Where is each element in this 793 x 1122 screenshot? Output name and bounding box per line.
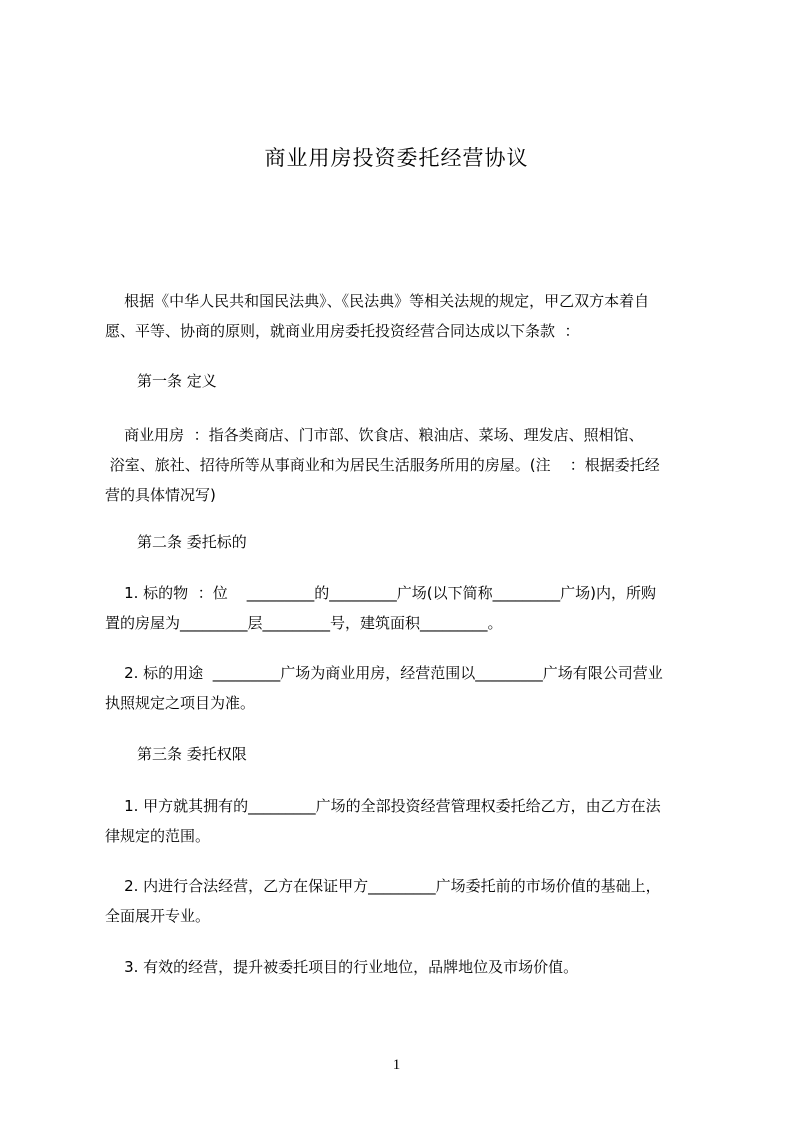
article-3-item-3 <box>105 952 709 982</box>
article-3-item-1-line-2: 律规定的范围。 <box>105 827 211 845</box>
article-1-line-1: 商业用房 ：指各类商店、门市部、饮食店、粮油店、菜场、理发店、照相馆、 <box>105 426 644 444</box>
article-2-item-2-line-2: 执照规定之项目为准。 <box>105 694 256 712</box>
article-3-item-1-line-1: 1. 甲方就其拥有的_________广场的全部投资经营管理权委托给乙方，由乙方在法 <box>105 797 661 815</box>
article-1-line-3: 营的具体情况写) <box>105 486 216 504</box>
intro-line-2: 愿、平等、协商的原则，就商业用房委托投资经营合同达成以下条款 ： <box>105 322 580 340</box>
document-title: 商业用房投资委托经营协议 <box>264 146 529 170</box>
article-2-item-2-line-1: 2. 标的用途 _________广场为商业用房，经营范围以_________广场有限公司营业 <box>105 664 663 682</box>
article-3-item-1 <box>105 791 709 851</box>
article-1-line-2: 浴室、旅社、招待所等从事商业和为居民生活服务所用的房屋。(注 ：根据委托经 <box>105 456 660 474</box>
article-2-heading: 第二条 委托标的 <box>137 533 247 551</box>
article-3-item-2-line-2: 全面展开专业。 <box>105 907 211 925</box>
intro-line-1: 根据《中华人民共和国民法典》、《民法典》等相关法规的规定，甲乙双方本着自 <box>105 292 650 310</box>
article-3-item-2 <box>105 871 709 931</box>
page-number: 1 <box>392 1057 401 1073</box>
article-2-item-1-line-2: 置的房屋为_________层_________号，建筑面积_________。 <box>105 614 503 632</box>
intro-paragraph <box>105 286 709 346</box>
article-2-item-2 <box>105 658 709 718</box>
article-2-item-1 <box>105 578 709 638</box>
article-1-paragraph <box>105 420 709 510</box>
article-3-item-2-line-1: 2. 内进行合法经营，乙方在保证甲方_________广场委托前的市场价值的基础上， <box>105 877 661 895</box>
article-3-item-3-line-1: 3. 有效的经营，提升被委托项目的行业地位，品牌地位及市场价值。 <box>105 958 579 976</box>
article-3-heading: 第三条 委托权限 <box>137 745 247 763</box>
article-2-item-1-line-1: 1. 标的物 ：位 _________的_________广场(以下简称_________广场)内，所购 <box>105 584 656 602</box>
article-1-heading: 第一条 定义 <box>137 372 217 390</box>
